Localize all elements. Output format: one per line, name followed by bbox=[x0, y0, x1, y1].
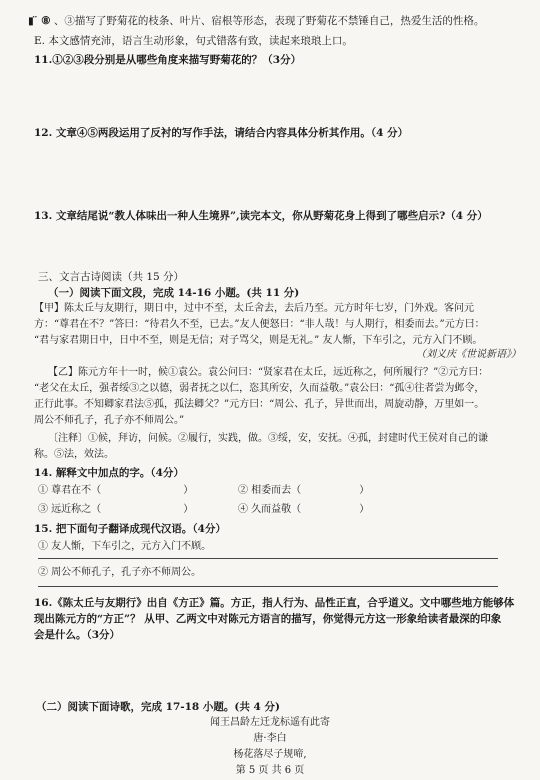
answer-line-1 bbox=[38, 558, 498, 559]
passage-jia-source: （刘义庆《世说新语》） bbox=[416, 349, 521, 360]
poem-author: 唐·李白 bbox=[253, 733, 287, 744]
q14-item-3: ③ 远近称之（ ） bbox=[38, 504, 194, 515]
subsection-1-title: （一）阅读下面文段，完成 14-16 小题。(共 11 分) bbox=[48, 287, 300, 299]
prev-option-d: ▮ ̈ ⑧ 、③描写了野菊花的枝条、叶片、宿根等形态，表现了野菊花不禁锤自己，热爱生活的性格。 bbox=[28, 15, 485, 27]
notes-line-2: 称。⑤法，效法。 bbox=[34, 449, 114, 460]
question-16-line-3: 会是什么。（3分） bbox=[34, 629, 121, 641]
poem-title: 闻王昌龄左迁龙标遥有此寄 bbox=[210, 717, 330, 728]
passage-jia-line-1: 【甲】陈太丘与友期行，期日中，过中不至，太丘舍去，去后乃至。元方时年七岁，门外戏。客问元 bbox=[34, 303, 474, 314]
question-15-stem: 15. 把下面句子翻译成现代汉语。（4分） bbox=[34, 523, 226, 535]
passage-jia-line-2: 方：“尊君在不？”答曰：“待君久不至，已去。”友人便怒曰：“非人哉！与人期行，相委而去。”元方曰： bbox=[34, 319, 485, 330]
q14-item-2: ② 相委而去（ ） bbox=[238, 485, 370, 496]
question-12: 12. 文章④⑤两段运用了反衬的写作手法，请结合内容具体分析其作用。（4 分） bbox=[34, 127, 409, 139]
q14-item-4: ④ 久而益敬（ ） bbox=[238, 504, 370, 515]
q14-item-1: ① 尊君在不（ ） bbox=[38, 485, 194, 496]
question-16-line-2: 现出陈元方的“方正”？ 从甲、乙两文中对陈元方语言的描写，你觉得元方这一形象给读者最深的印象 bbox=[34, 613, 502, 625]
subsection-2-title: （二）阅读下面诗歌，完成 17-18 小题。(共 4 分) bbox=[36, 701, 280, 713]
q15-sentence-1: ① 友人惭，下车引之，元方入门不顾。 bbox=[38, 541, 212, 552]
option-d-marker-icon: ▮ ̈ ⑧ bbox=[28, 15, 51, 27]
page-footer: 第 5 页 共 6 页 bbox=[235, 765, 305, 776]
question-11: 11.①②③段分别是从哪些角度来描写野菊花的？（3分） bbox=[34, 54, 302, 66]
q15-sentence-2: ② 周公不师孔子，孔子亦不师周公。 bbox=[38, 567, 202, 578]
question-13: 13. 文章结尾说“教人体味出一种人生境界”,读完本文，你从野菊花身上得到了哪些启示?（4 分） bbox=[34, 210, 488, 222]
passage-yi-line-3: 正行此事。不知卿家君法⑤孤，孤法卿父？”元方曰：“周公、孔子，异世而出，周旋动静，万里如一。 bbox=[34, 399, 485, 410]
notes-line-1: 〔注释〕①候，拜访，问候。②履行，实践，做。③绥，安，安抚。④孤，封建时代王侯对自己的谦 bbox=[48, 433, 488, 444]
passage-yi-line-4: 周公不师孔子，孔子亦不师周公。” bbox=[34, 415, 185, 426]
prev-option-e: E. 本文感情充沛，语言生动形象，句式错落有致，读起来琅琅上口。 bbox=[34, 35, 353, 47]
passage-yi-line-1: 【乙】陈元方年十一时，候①袁公。袁公问曰：“贤家君在太丘，远近称之，何所履行？”②元方曰： bbox=[48, 367, 489, 378]
passage-jia-line-3: “君与家君期日中，日中不至，则是无信；对子骂父，则是无礼。” 友人惭，下车引之，元方入门不顾。 bbox=[34, 335, 483, 346]
question-16-line-1: 16.《陈太丘与友期行》出自《方正》篇。方正，指人行为、品性正直，合乎道义。文中哪些地方能够体 bbox=[34, 597, 515, 609]
poem-line-1: 杨花落尽子规啼, bbox=[233, 749, 307, 760]
section-3-title: 三、文言古诗阅读（共 15 分） bbox=[38, 271, 185, 283]
passage-yi-line-2: “老父在太丘，强者绥③之以德，弱者抚之以仁，恣其所安，久而益敬。”袁公曰：“孤④往者尝为邺令， bbox=[34, 383, 485, 394]
question-14-stem: 14. 解释文中加点的字。（4分） bbox=[34, 467, 184, 479]
answer-line-2 bbox=[38, 586, 498, 587]
